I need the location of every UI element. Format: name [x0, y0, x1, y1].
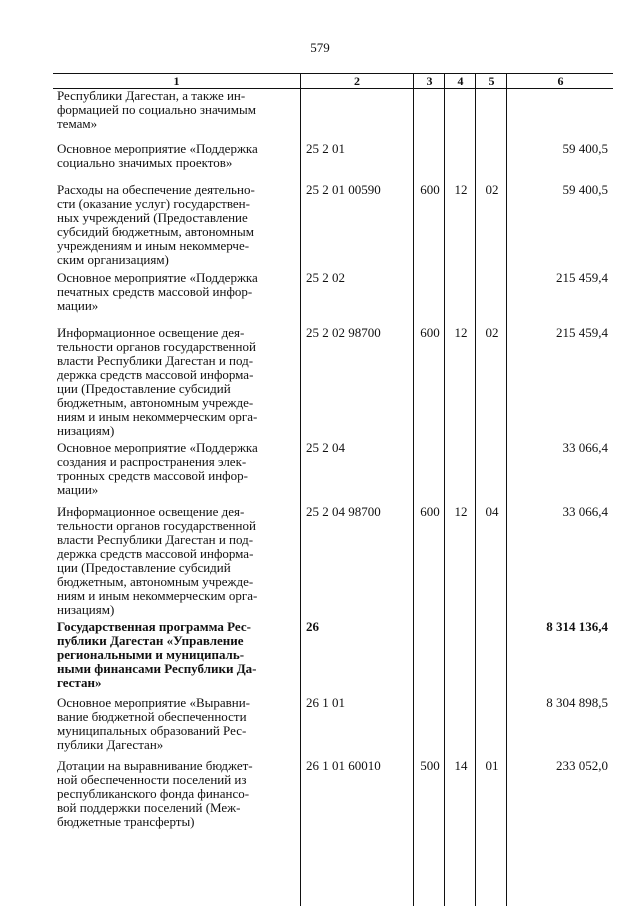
row-section: 12: [454, 182, 468, 197]
row-name-line: учреждениям и иным некоммерче-: [57, 238, 250, 253]
header-col-6: 6: [557, 74, 564, 88]
row-subsection: 02: [485, 325, 499, 340]
row-name-line: темам»: [57, 116, 98, 131]
row-name: [57, 183, 297, 267]
row-name-line: Расходы на обеспечение деятельно-: [57, 182, 255, 197]
row-name-line: бюджетные трансферты): [57, 814, 195, 829]
row-name-line: вание бюджетной обеспеченности: [57, 709, 247, 724]
column-divider: [444, 74, 445, 906]
row-name-line: ниям и иным некоммерческим орга-: [57, 409, 258, 424]
row-name-line: держка средств массовой информа-: [57, 546, 254, 561]
row-section: 12: [454, 504, 468, 519]
row-name: [57, 620, 297, 690]
column-divider: [475, 74, 476, 906]
row-section: 14: [454, 758, 468, 773]
row-name: [57, 142, 297, 170]
row-name-line: создания и распространения элек-: [57, 454, 247, 469]
row-name-line: низациям): [57, 423, 115, 438]
row-amount: 33 066,4: [562, 504, 608, 519]
row-name: [57, 696, 297, 752]
row-code: 26 1 01: [306, 695, 345, 710]
column-divider: [506, 74, 507, 906]
row-name-line: республиканского фонда финансо-: [57, 786, 250, 801]
row-name-line: власти Республики Дагестан и под-: [57, 353, 254, 368]
row-amount: 215 459,4: [556, 325, 608, 340]
row-expense-type: 500: [420, 758, 440, 773]
row-name-line: региональными и муниципаль-: [57, 647, 245, 662]
row-name-line: муниципальных образований Рес-: [57, 723, 247, 738]
row-name-line: формацией по социально значимым: [57, 102, 256, 117]
table-header-row: [53, 74, 613, 89]
row-name-line: держка средств массовой информа-: [57, 367, 254, 382]
row-name-line: ными финансами Республики Да-: [57, 661, 257, 676]
row-amount: 33 066,4: [562, 440, 608, 455]
row-name-line: ции (Предоставление субсидий: [57, 381, 231, 396]
row-name-line: социально значимых проектов»: [57, 155, 233, 170]
row-name-line: тронных средств массовой инфор-: [57, 468, 248, 483]
row-subsection: 04: [485, 504, 499, 519]
row-name-line: Основное мероприятие «Поддержка: [57, 270, 258, 285]
page-number: 579: [310, 40, 330, 55]
row-name-line: Государственная программа Рес-: [57, 619, 251, 634]
row-name: [57, 326, 297, 438]
header-col-5: 5: [488, 74, 495, 88]
row-name-line: вой поддержки поселений (Меж-: [57, 800, 241, 815]
row-amount: 59 400,5: [562, 141, 608, 156]
row-name-line: бюджетным, автономным учрежде-: [57, 395, 254, 410]
row-code: 25 2 01: [306, 141, 345, 156]
row-name-line: Информационное освещение дея-: [57, 504, 245, 519]
header-col-1: 1: [173, 74, 180, 88]
row-name-line: публики Дагестан «Управление: [57, 633, 244, 648]
column-divider: [413, 74, 414, 906]
row-name-line: ским организациям): [57, 252, 169, 267]
row-code: 25 2 02: [306, 270, 345, 285]
row-name-line: ной обеспеченности поселений из: [57, 772, 247, 787]
row-code: 25 2 01 00590: [306, 182, 381, 197]
row-name-line: ции (Предоставление субсидий: [57, 560, 231, 575]
row-name-line: сти (оказание услуг) государствен-: [57, 196, 250, 211]
header-col-3: 3: [426, 74, 433, 88]
row-name-line: ных учреждений (Предоставление: [57, 210, 248, 225]
row-amount: 215 459,4: [556, 270, 608, 285]
row-name-line: низациям): [57, 602, 115, 617]
row-code: 25 2 02 98700: [306, 325, 381, 340]
row-expense-type: 600: [420, 504, 440, 519]
row-name-line: публики Дагестан»: [57, 737, 164, 752]
row-name-line: власти Республики Дагестан и под-: [57, 532, 254, 547]
row-amount: 59 400,5: [562, 182, 608, 197]
row-name-line: Дотации на выравнивание бюджет-: [57, 758, 253, 773]
row-amount: 233 052,0: [556, 758, 608, 773]
header-col-4: 4: [457, 74, 464, 88]
row-expense-type: 600: [420, 325, 440, 340]
row-name-line: мации»: [57, 298, 99, 313]
row-section: 12: [454, 325, 468, 340]
row-code: 25 2 04 98700: [306, 504, 381, 519]
row-name: [57, 505, 297, 617]
budget-table: [53, 73, 613, 906]
row-name-line: гестан»: [57, 675, 102, 690]
row-subsection: 02: [485, 182, 499, 197]
row-name-line: субсидий бюджетным, автономным: [57, 224, 254, 239]
row-code: 26 1 01 60010: [306, 758, 381, 773]
row-name-line: мации»: [57, 482, 99, 497]
row-name-line: тельности органов государственной: [57, 518, 256, 533]
row-code: 25 2 04: [306, 440, 345, 455]
row-name: [57, 89, 297, 131]
row-expense-type: 600: [420, 182, 440, 197]
row-name-line: Основное мероприятие «Поддержка: [57, 440, 258, 455]
row-name-line: печатных средств массовой инфор-: [57, 284, 253, 299]
row-name: [57, 271, 297, 313]
column-divider: [300, 74, 301, 906]
row-subsection: 01: [485, 758, 499, 773]
header-col-2: 2: [354, 74, 360, 88]
row-amount: 8 304 898,5: [546, 695, 608, 710]
row-name-line: Республики Дагестан, а также ин-: [57, 88, 246, 103]
row-name-line: ниям и иным некоммерческим орга-: [57, 588, 258, 603]
row-name-line: Основное мероприятие «Поддержка: [57, 141, 258, 156]
row-name-line: Основное мероприятие «Выравни-: [57, 695, 250, 710]
row-code: 26: [306, 619, 319, 634]
row-name: [57, 759, 297, 829]
row-name-line: Информационное освещение дея-: [57, 325, 245, 340]
row-name-line: бюджетным, автономным учрежде-: [57, 574, 254, 589]
row-amount: 8 314 136,4: [546, 619, 608, 634]
row-name: [57, 441, 297, 497]
row-name-line: тельности органов государственной: [57, 339, 256, 354]
